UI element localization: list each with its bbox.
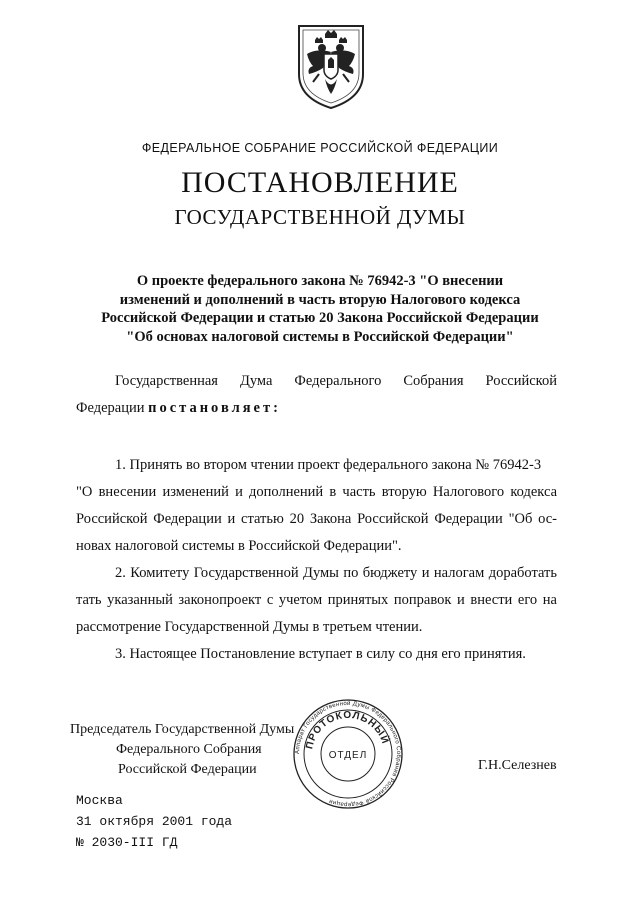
signatory-name: Г.Н.Селезнев	[478, 758, 557, 773]
signatory-title-line: Российской Федерации	[118, 762, 257, 777]
item-1-line: Российской Федерации и статью 20 Закона Российской Федерации "Об ос-	[76, 511, 557, 527]
official-stamp	[292, 698, 404, 810]
preamble-word: Федерального	[294, 373, 382, 389]
document-subject	[70, 272, 570, 346]
date-of-signing: 31 октября 2001 года	[76, 814, 233, 829]
item-2-line: 2. Комитету Государственной Думы по бюджету и налогам доработать	[115, 565, 557, 581]
item-1-line: 1. Принять во втором чтении проект федерального закона № 76942-3	[115, 457, 542, 473]
parliament-name: ФЕДЕРАЛЬНОЕ СОБРАНИЕ РОССИЙСКОЙ ФЕДЕРАЦИИ	[141, 141, 499, 155]
document-type-title: ПОСТАНОВЛЕНИЕ	[181, 166, 459, 199]
preamble-subject: Федерации	[76, 400, 145, 416]
issuing-body-subtitle: ГОСУДАРСТВЕННОЙ ДУМЫ	[174, 205, 466, 229]
subject-line: "Об основах налоговой системы в Российской Федерации"	[126, 328, 514, 345]
item-2-line: тать указанный законопроект с учетом принятых поправок и внести его на	[76, 592, 557, 608]
item-1-line: "О внесении изменений и дополнений в часть вторую Налогового кодекса	[76, 484, 557, 500]
signatory-title	[70, 720, 310, 780]
preamble-word: Дума	[239, 373, 273, 389]
item-2-line: рассмотрение Государственной Думы в третьем чтении.	[76, 619, 423, 635]
item-3-line: 3. Настоящее Постановление вступает в силу со дня его принятия.	[115, 646, 526, 662]
stamp-outer-text: Аппарат Государственной Думы Федерального Собрания Российской Федерации	[294, 700, 402, 808]
signatory-title-line: Федерального Собрания	[116, 742, 262, 757]
signatory-title-line: Председатель Государственной Думы	[70, 722, 295, 737]
preamble-word: Российской	[485, 373, 557, 389]
preamble-word: Собрания	[403, 373, 464, 389]
item-1-line: новах налоговой системы в Российской Федерации".	[76, 538, 402, 554]
place-of-signing: Москва	[76, 793, 123, 808]
preamble-word: Государственная	[115, 373, 218, 389]
subject-line: Российской Федерации и статью 20 Закона Российской Федерации	[101, 310, 539, 326]
document-number: № 2030-III ГД	[76, 835, 178, 850]
subject-line: О проекте федерального закона № 76942-3 "О внесении	[136, 273, 504, 289]
decision-verb: постановляет:	[148, 400, 281, 416]
subject-line: изменений и дополнений в часть вторую Налогового кодекса	[119, 291, 521, 308]
coat-of-arms-emblem	[295, 24, 367, 110]
preamble-line-2	[76, 400, 281, 417]
preamble-line-1	[115, 373, 557, 390]
document-footer	[76, 790, 232, 853]
stamp-ring-text: ПРОТОКОЛЬНЫЙ	[304, 709, 391, 751]
stamp-center-text: ОТДЕЛ	[328, 750, 368, 761]
